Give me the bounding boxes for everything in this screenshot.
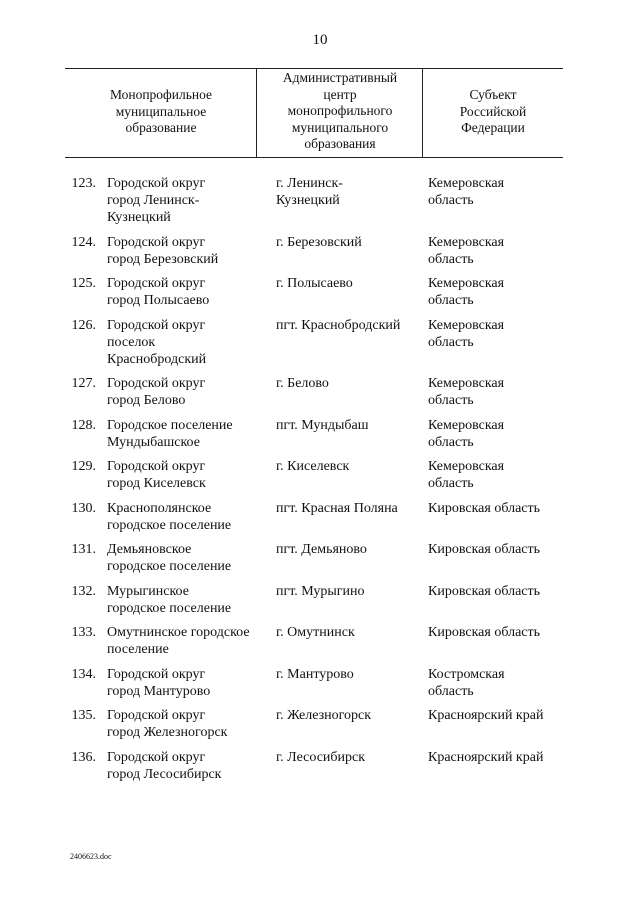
admin-center: г. Березовский — [276, 234, 362, 250]
admin-center: г. Мантурово — [276, 666, 354, 682]
municipality-name: Краснополянское городское поселение — [107, 500, 232, 533]
admin-center: пгт. Красная Поляна — [276, 500, 398, 516]
admin-center: пгт. Мундыбаш — [276, 417, 369, 433]
municipality-name: Городской округ город Полысаево — [107, 276, 210, 308]
federal-subject: Кемеровская область — [428, 376, 505, 408]
federal-subject: Красноярский край — [428, 749, 544, 765]
row-number: 132. — [71, 583, 96, 599]
header-federal-subject: Субъект Российской Федерации — [459, 87, 527, 135]
municipality-name: Городское поселение Мундыбашское — [107, 417, 233, 450]
header-municipality: Монопрофильное муниципальное образование — [109, 87, 213, 135]
admin-center: пгт. Демьяново — [276, 542, 367, 557]
municipality-name: Городской округ город Железногорск — [107, 708, 228, 740]
municipality-name: Городской округ поселок Краснобродский — [107, 317, 207, 367]
federal-subject: Кировская область — [428, 542, 541, 557]
footer-filename: 2406623.doc — [70, 852, 112, 861]
table-header-bottom-rule — [65, 157, 563, 158]
municipality-name: Демьяновское городское поселение — [107, 542, 232, 574]
row-number: 131. — [71, 542, 96, 557]
federal-subject: Кировская область — [428, 625, 541, 640]
admin-center: г. Лесосибирск — [276, 749, 366, 765]
page-number: 10 — [312, 32, 328, 48]
header-column-separator — [422, 68, 423, 157]
municipality-name: Городской округ город Березовский — [107, 234, 219, 267]
row-number: 135. — [71, 708, 96, 723]
municipality-name: Городской округ город Киселевск — [107, 459, 206, 491]
admin-center: г. Омутнинск — [276, 625, 355, 640]
row-number: 128. — [71, 417, 96, 433]
row-number: 124. — [71, 234, 96, 250]
federal-subject: Красноярский край — [428, 708, 544, 723]
admin-center: г. Ленинск- Кузнецкий — [276, 176, 343, 208]
row-number: 125. — [71, 276, 96, 291]
admin-center: пгт. Краснобродский — [276, 317, 401, 333]
row-number: 129. — [71, 459, 96, 474]
admin-center: г. Железногорск — [276, 708, 372, 723]
federal-subject: Кемеровская область — [428, 276, 505, 308]
row-number: 136. — [71, 749, 96, 765]
federal-subject: Кемеровская область — [428, 176, 505, 208]
municipality-name: Городской округ город Лесосибирск — [107, 749, 222, 782]
row-number: 126. — [71, 317, 96, 333]
municipality-name: Городской округ город Мантурово — [107, 666, 211, 699]
federal-subject: Костромская область — [428, 666, 505, 699]
row-number: 127. — [71, 376, 96, 391]
header-column-separator — [256, 68, 257, 157]
row-number: 133. — [71, 625, 96, 640]
municipality-name: Мурыгинское городское поселение — [107, 583, 232, 616]
federal-subject: Кировская область — [428, 500, 541, 516]
admin-center: пгт. Мурыгино — [276, 583, 365, 599]
admin-center: г. Киселевск — [276, 459, 350, 474]
municipality-name: Городской округ город Белово — [107, 376, 206, 408]
federal-subject: Кировская область — [428, 583, 541, 599]
federal-subject: Кемеровская область — [428, 234, 505, 267]
table-header-top-rule — [65, 68, 563, 69]
municipality-name: Городской округ город Ленинск- Кузнецкий — [107, 176, 206, 225]
federal-subject: Кемеровская область — [428, 317, 505, 350]
admin-center: г. Белово — [276, 376, 329, 391]
federal-subject: Кемеровская область — [428, 459, 505, 491]
admin-center: г. Полысаево — [276, 276, 353, 291]
header-admin-center: Административный центр монопрофильного муниципального образования — [282, 70, 398, 151]
row-number: 123. — [71, 176, 96, 191]
municipality-name: Омутнинское городское поселение — [107, 625, 250, 657]
federal-subject: Кемеровская область — [428, 417, 505, 450]
row-number: 134. — [71, 666, 96, 682]
row-number: 130. — [71, 500, 96, 516]
